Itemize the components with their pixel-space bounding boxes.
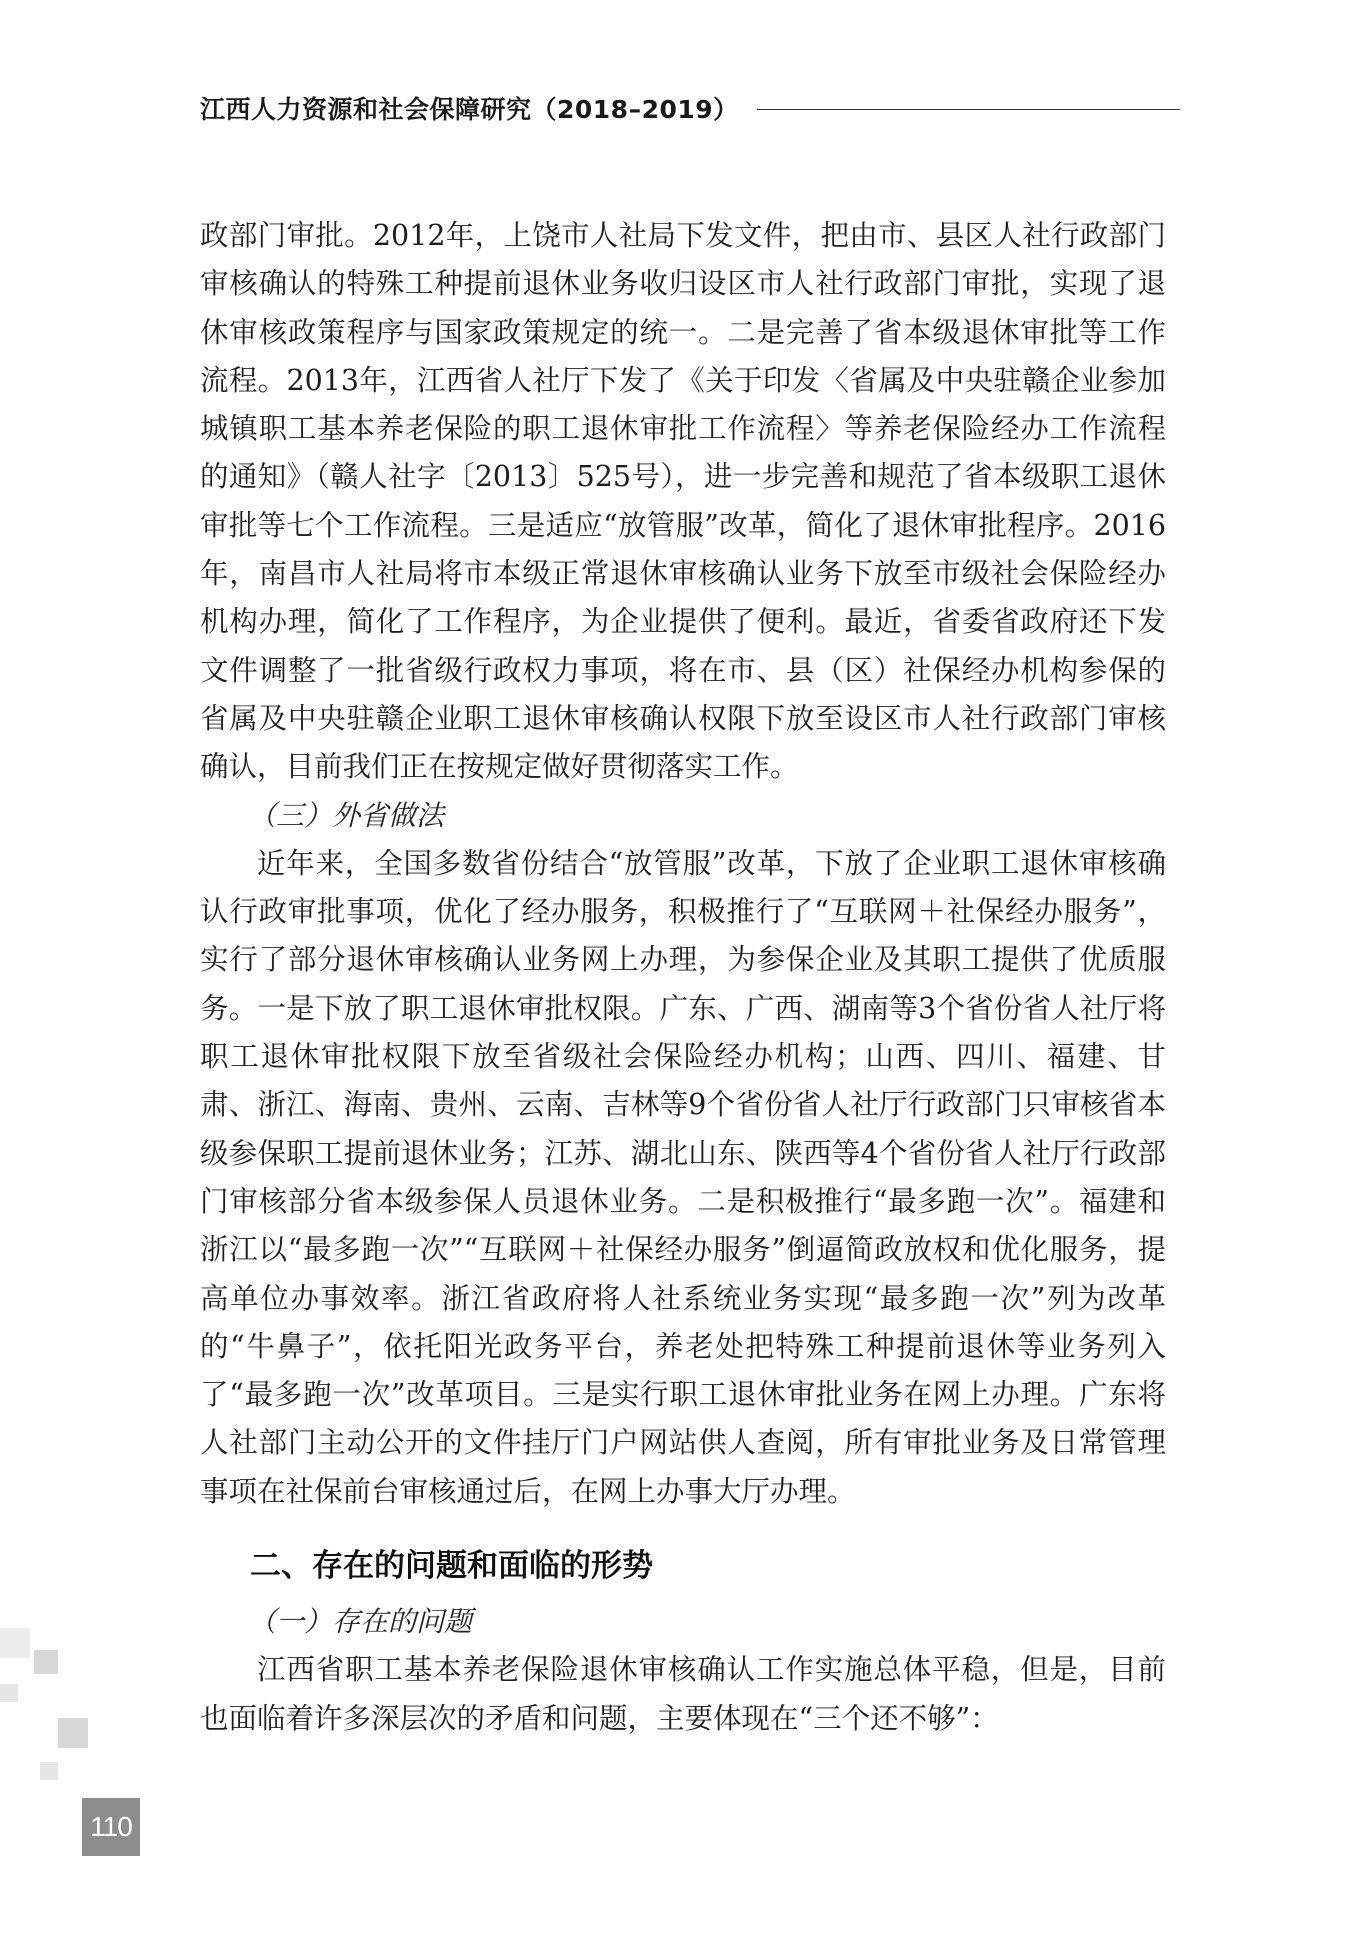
subsection-heading-existing-problems: （一）存在的问题	[248, 1605, 473, 1639]
decor-square	[0, 1628, 30, 1658]
subsection-heading-other-provinces: （三）外省做法	[248, 798, 445, 832]
decor-square	[34, 1650, 58, 1674]
header-rule	[757, 109, 1180, 110]
paragraph-existing-problems: 江西省职工基本养老保险退休审核确认工作实施总体平稳，但是，目前也面临着许多深层次的矛盾和问题，主要体现在“三个还不够”：	[200, 1653, 1166, 1735]
paragraph-continuation: 政部门审批。2012年，上饶市人社局下发文件，把由市、县区人社行政部门审核确认的特殊工种提前退休业务收归设区市人社行政部门审批，实现了退休审核政策程序与国家政策规定的统一。二是完善了省本级退休审批等工作流程。2013年，江西省人社厅下发了《关于印发〈省属及中央驻赣企业参加城镇职工基本养老保险的职工退休审批工作流程〉等养老保险经办工作流程的通知》（赣人社字〔2013〕525号），进一步完善和规范了省本级职工退休审批等七个工作流程。三是适应“放管服”改革，简化了退休审批程序。2016年，南昌市人社局将市本级正常退休审核确认业务下放至市级社会保险经办机构办理，简化了工作程序，为企业提供了便利。最近，省委省政府还下发文件调整了一批省级行政权力事项，将在市、县（区）社保经办机构参保的省属及中央驻赣企业职工退休审核确认权限下放至设区市人社行政部门审核确认，目前我们正在按规定做好贯彻落实工作。	[200, 219, 1166, 784]
decor-square	[58, 1718, 88, 1748]
running-header	[200, 88, 1180, 128]
page-number	[82, 1798, 140, 1856]
header-title: 江西人力资源和社会保障研究（2018–2019）	[200, 95, 739, 124]
paragraph-other-provinces: 近年来，全国多数省份结合“放管服”改革，下放了企业职工退休审核确认行政审批事项，优化了经办服务，积极推行了“互联网＋社保经办服务”，实行了部分退休审核确认业务网上办理，为参保企业及其职工提供了优质服务。一是下放了职工退休审批权限。广东、广西、湖南等3个省份省人社厅将职工退休审批权限下放至省级社会保险经办机构；山西、四川、福建、甘肃、浙江、海南、贵州、云南、吉林等9个省份省人社厅行政部门只审核省本级参保职工提前退休业务；江苏、湖北山东、陕西等4个省份省人社厅行政部门审核部分省本级参保人员退休业务。二是积极推行“最多跑一次”。福建和浙江以“最多跑一次”“互联网＋社保经办服务”倒逼简政放权和优化服务，提高单位办事效率。浙江省政府将人社系统业务实现“最多跑一次”列为改革的“牛鼻子”，依托阳光政务平台，养老处把特殊工种提前退休等业务列入了“最多跑一次”改革项目。三是实行职工退休审批业务在网上办理。广东将人社部门主动公开的文件挂厅门户网站供人查阅，所有审批业务及日常管理事项在社保前台审核通过后，在网上办事大厅办理。	[200, 846, 1166, 1508]
decor-square	[0, 1684, 18, 1702]
decor-square	[40, 1762, 58, 1780]
section-heading-problems: 二、存在的问题和面临的形势	[250, 1548, 653, 1585]
page-number-text: 110	[90, 1811, 132, 1842]
body-text	[200, 212, 1166, 1743]
